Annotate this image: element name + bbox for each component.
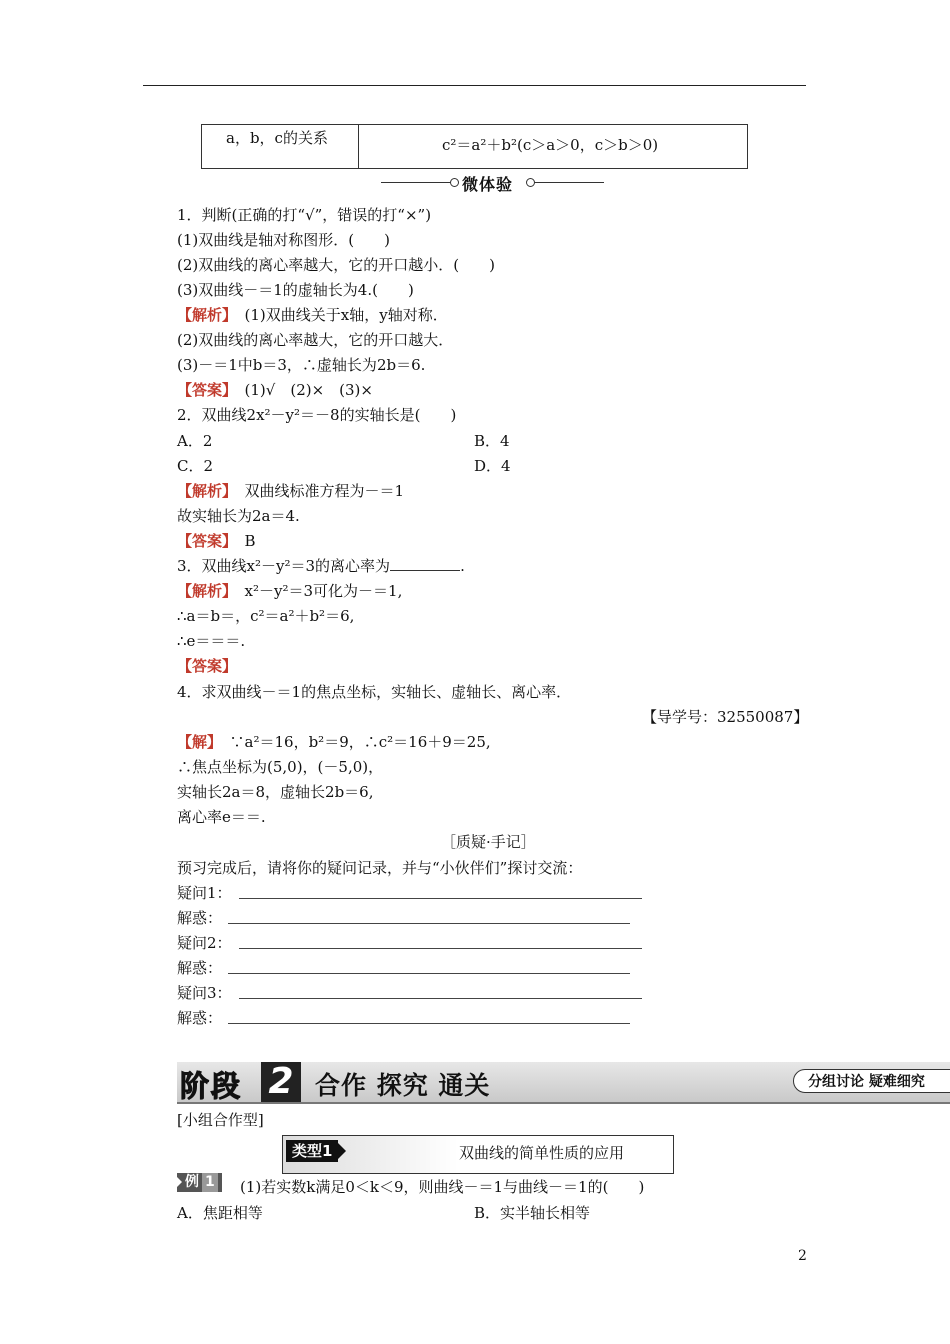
answer-tag: 【答案】 [177, 657, 238, 675]
solution-text: ∵a²＝16，b²＝9，∴c²＝16＋9＝25, [229, 733, 491, 751]
analysis-text: (1)双曲线关于x轴，y轴对称． [244, 306, 448, 324]
analysis-text: 双曲线标准方程为－＝1 [244, 482, 405, 500]
note-answer-3-field[interactable] [228, 1023, 630, 1024]
analysis-1-line-2: (2)双曲线的离心率越大，它的开口越大． [177, 331, 454, 349]
analysis-tag: 【解析】 [177, 582, 230, 600]
banner-left-dot [450, 178, 459, 187]
option-c: C．2 [177, 457, 214, 475]
note-question-1-field[interactable] [239, 898, 642, 899]
stage-banner [177, 1062, 950, 1104]
analysis-2-line-2: 故实轴长为2a＝4. [177, 507, 300, 525]
note-answer-1-label: 解惑： [177, 909, 223, 927]
stage-number: 2 [261, 1062, 301, 1102]
solution-4-line-4: 离心率e＝＝. [177, 808, 266, 826]
stage-title: 合作 探究 通关 [315, 1071, 491, 1100]
analysis-3-line-3: ∴e＝＝＝. [177, 632, 246, 650]
notes-heading: ［质疑·手记］ [441, 833, 536, 851]
table-divider [358, 125, 359, 168]
analysis-1-line-1 [177, 304, 448, 325]
note-answer-3-label: 解惑： [177, 1009, 223, 1027]
example-option-b: B．实半轴长相等 [474, 1204, 591, 1222]
relation-formula: c²＝a²＋b²(c＞a＞0，c＞b＞0) [442, 136, 659, 154]
question-1: 1．判断(正确的打“√”，错误的打“×”) [177, 206, 432, 224]
banner-right-line [534, 182, 604, 183]
option-d: D．4 [474, 457, 511, 475]
analysis-3-line-2: ∴a＝b＝，c²＝a²＋b²＝6, [177, 607, 355, 625]
question-1-2: (2)双曲线的离心率越大，它的开口越小．( ) [177, 256, 495, 274]
question-3-text: 3．双曲线x²－y²＝3的离心率为 [177, 557, 391, 575]
page-number: 2 [798, 1248, 807, 1264]
example-badge [177, 1173, 222, 1192]
answer-1 [177, 379, 373, 400]
option-a: A．2 [177, 432, 213, 450]
header-rule [143, 85, 806, 86]
analysis-tag: 【解析】 [177, 482, 230, 500]
analysis-1-line-3: (3)－＝1中b＝3，∴虚轴长为2b＝6. [177, 356, 426, 374]
section-banner: 微体验 [462, 175, 514, 194]
guide-number: 【导学号：32550087】 [642, 708, 809, 726]
stage-word: 阶段 [180, 1069, 243, 1103]
analysis-tag: 【解析】 [177, 306, 230, 324]
type-label-bg [283, 1136, 458, 1173]
solution-4-line-1 [177, 731, 491, 752]
question-2: 2．双曲线2x²－y²＝－8的实轴长是( ) [177, 406, 457, 424]
group-label: [小组合作型] [177, 1111, 264, 1129]
note-answer-1-field[interactable] [228, 923, 630, 924]
question-1-1: (1)双曲线是轴对称图形．( ) [177, 231, 390, 249]
answer-tag: 【答案】 [177, 381, 230, 399]
question-3: 3．双曲线x²－y²＝3的离心率为 . [177, 557, 465, 575]
example-badge-number: 1 [202, 1173, 218, 1192]
analysis-3-line-1 [177, 580, 402, 601]
answer-tag: 【答案】 [177, 532, 230, 550]
example-option-a: A．焦距相等 [177, 1204, 263, 1222]
relation-label: a，b，c的关系 [226, 129, 328, 147]
question-1-3: (3)双曲线－＝1的虚轴长为4.( ) [177, 281, 414, 299]
solution-4-line-2: ∴焦点坐标为(5,0)，(－5,0)， [177, 758, 384, 776]
answer-blank [390, 556, 460, 571]
solution-4-line-3: 实轴长2a＝8，虚轴长2b＝6, [177, 783, 374, 801]
answer-text: (1)√ (2)× (3)× [244, 381, 373, 399]
answer-text: B [244, 532, 256, 550]
note-question-2-field[interactable] [239, 948, 642, 949]
note-question-3-label: 疑问3： [177, 984, 232, 1002]
type-title: 双曲线的简单性质的应用 [459, 1144, 625, 1162]
type-box [282, 1135, 674, 1174]
example-badge-label: 例 [185, 1174, 199, 1190]
note-question-3-field[interactable] [239, 998, 642, 999]
question-4: 4．求双曲线－＝1的焦点坐标，实轴长、虚轴长、离心率． [177, 683, 572, 701]
answer-2 [177, 530, 256, 551]
analysis-2-line-1 [177, 480, 404, 501]
example-text: (1)若实数k满足0＜k＜9，则曲线－＝1与曲线－＝1的( ) [240, 1178, 645, 1196]
analysis-text: x²－y²＝3可化为－＝1, [244, 582, 403, 600]
note-question-1-label: 疑问1： [177, 884, 232, 902]
notes-instruction: 预习完成后，请将你的疑问记录，并与“小伙伴们”探讨交流： [177, 859, 583, 877]
note-question-2-label: 疑问2： [177, 934, 232, 952]
answer-3 [177, 655, 237, 676]
stage-pill: 分组讨论 疑难细究 [793, 1069, 950, 1093]
solution-tag: 【解】 [177, 733, 215, 751]
banner-left-line [381, 182, 453, 183]
relation-table [201, 124, 748, 169]
type-tag: 类型1 [286, 1140, 338, 1162]
option-b: B．4 [474, 432, 510, 450]
note-answer-2-label: 解惑： [177, 959, 223, 977]
note-answer-2-field[interactable] [228, 973, 630, 974]
